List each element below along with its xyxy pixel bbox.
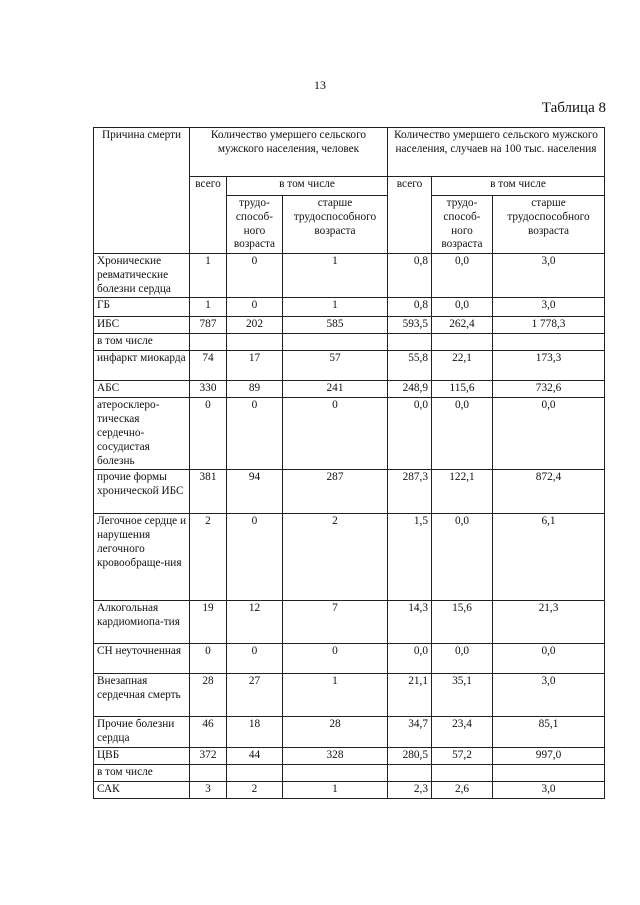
- table-cell: 14,3: [388, 601, 432, 644]
- table-cell: 0,0: [432, 644, 493, 674]
- row-label: Алкогольная кардиомиопа-тия: [94, 601, 190, 644]
- table-cell: [493, 764, 605, 781]
- table-cell: 3,0: [493, 781, 605, 798]
- row-label: инфаркт миокарда: [94, 351, 190, 381]
- table-cell: 27: [227, 674, 283, 717]
- table-cell: [493, 334, 605, 351]
- table-cell: 28: [283, 717, 388, 748]
- table-cell: 115,6: [432, 381, 493, 398]
- table-cell: 35,1: [432, 674, 493, 717]
- row-label: прочие формы хронической ИБС: [94, 470, 190, 514]
- table-cell: 0,0: [388, 398, 432, 470]
- table-cell: [432, 334, 493, 351]
- header-group-absolute: Количество умершего сельского мужского населения, человек: [190, 128, 388, 177]
- table-cell: 3,0: [493, 674, 605, 717]
- table-cell: 2,6: [432, 781, 493, 798]
- table-cell: 23,4: [432, 717, 493, 748]
- row-label: Внезапная сердечная смерть: [94, 674, 190, 717]
- table-cell: 0,0: [432, 514, 493, 601]
- row-label: атеросклеро-тическая сердечно-сосудистая болезнь: [94, 398, 190, 470]
- table-row: [94, 254, 605, 298]
- header-working-age-absolute: трудо-способ-ного возраста: [227, 196, 283, 254]
- table-cell: 262,4: [432, 317, 493, 334]
- table-cell: 3,0: [493, 298, 605, 317]
- table-cell: 2: [190, 514, 227, 601]
- row-label: в том числе: [94, 764, 190, 781]
- table-cell: 44: [227, 747, 283, 764]
- table-cell: 0,0: [493, 644, 605, 674]
- table-cell: 21,1: [388, 674, 432, 717]
- table-cell: 3: [190, 781, 227, 798]
- row-label: Прочие болезни сердца: [94, 717, 190, 748]
- table-cell: [388, 764, 432, 781]
- table-cell: 22,1: [432, 351, 493, 381]
- header-older-absolute: старше трудоспособного возраста: [283, 196, 388, 254]
- table-cell: 241: [283, 381, 388, 398]
- table-row: [94, 781, 605, 798]
- row-label: СН неуточненная: [94, 644, 190, 674]
- table-cell: 202: [227, 317, 283, 334]
- table-cell: 593,5: [388, 317, 432, 334]
- table-row: [94, 717, 605, 748]
- table-cell: 1: [190, 254, 227, 298]
- table-cell: 0,0: [493, 398, 605, 470]
- header-total-absolute: всего: [190, 177, 227, 254]
- table-cell: [190, 764, 227, 781]
- table-cell: 330: [190, 381, 227, 398]
- table-row: [94, 334, 605, 351]
- table-cell: 1: [283, 254, 388, 298]
- header-including-absolute: в том числе: [227, 177, 388, 196]
- table-cell: 0: [190, 644, 227, 674]
- table-cell: 280,5: [388, 747, 432, 764]
- table-cell: 0,0: [432, 398, 493, 470]
- table-row: [94, 674, 605, 717]
- table-cell: 0,0: [432, 254, 493, 298]
- table-cell: 0,8: [388, 254, 432, 298]
- table-cell: 18: [227, 717, 283, 748]
- table-cell: 15,6: [432, 601, 493, 644]
- table-cell: 19: [190, 601, 227, 644]
- table-cell: 0: [283, 644, 388, 674]
- table-cell: 0: [227, 398, 283, 470]
- table-row: [94, 644, 605, 674]
- page-number: 13: [314, 78, 326, 92]
- table-row: [94, 398, 605, 470]
- table-row: [94, 351, 605, 381]
- table-cell: [388, 334, 432, 351]
- table-cell: [227, 334, 283, 351]
- table-cell: 21,3: [493, 601, 605, 644]
- table-cell: 2: [227, 781, 283, 798]
- table-row: [94, 470, 605, 514]
- table-cell: 1,5: [388, 514, 432, 601]
- table-cell: 287,3: [388, 470, 432, 514]
- table-body: [94, 254, 605, 799]
- table-row: [94, 601, 605, 644]
- header-group-rate: Количество умершего сельского мужского населения, случаев на 100 тыс. населения: [388, 128, 605, 177]
- table-cell: 0: [227, 644, 283, 674]
- table-cell: 1: [283, 298, 388, 317]
- table-cell: 89: [227, 381, 283, 398]
- table-cell: 57,2: [432, 747, 493, 764]
- header-working-age-rate: трудо-способ-ного возраста: [432, 196, 493, 254]
- table-cell: 872,4: [493, 470, 605, 514]
- table-cell: 0: [227, 254, 283, 298]
- table-cell: 28: [190, 674, 227, 717]
- table-cell: 94: [227, 470, 283, 514]
- table-caption: Таблица 8: [541, 100, 606, 116]
- table-cell: 0: [227, 298, 283, 317]
- row-label: Хронические ревматические болезни сердца: [94, 254, 190, 298]
- table-cell: 1: [190, 298, 227, 317]
- table-cell: 0: [190, 398, 227, 470]
- table-cell: 328: [283, 747, 388, 764]
- table-cell: 85,1: [493, 717, 605, 748]
- table-cell: 34,7: [388, 717, 432, 748]
- row-label: АБС: [94, 381, 190, 398]
- table-cell: 74: [190, 351, 227, 381]
- table-cell: 1: [283, 781, 388, 798]
- table-cell: 46: [190, 717, 227, 748]
- table-cell: 6,1: [493, 514, 605, 601]
- table-cell: 0: [227, 514, 283, 601]
- table-cell: 12: [227, 601, 283, 644]
- table-cell: 1 778,3: [493, 317, 605, 334]
- table-cell: 787: [190, 317, 227, 334]
- mortality-table: [93, 127, 605, 799]
- header-including-rate: в том числе: [432, 177, 605, 196]
- table-cell: 2: [283, 514, 388, 601]
- table-cell: 997,0: [493, 747, 605, 764]
- table-cell: 2,3: [388, 781, 432, 798]
- header-total-rate: всего: [388, 177, 432, 254]
- row-label: ИБС: [94, 317, 190, 334]
- table-cell: 381: [190, 470, 227, 514]
- table-row: [94, 747, 605, 764]
- table-cell: 7: [283, 601, 388, 644]
- header-cause: Причина смерти: [94, 128, 190, 254]
- row-label: Легочное сердце и нарушения легочного кровообраще-ния: [94, 514, 190, 601]
- table-cell: [227, 764, 283, 781]
- table-cell: [283, 764, 388, 781]
- table-cell: 732,6: [493, 381, 605, 398]
- table-cell: 0,0: [432, 298, 493, 317]
- header-older-rate: старше трудоспособного возраста: [493, 196, 605, 254]
- table-cell: 3,0: [493, 254, 605, 298]
- table-row: [94, 298, 605, 317]
- table-cell: 248,9: [388, 381, 432, 398]
- table-cell: 287: [283, 470, 388, 514]
- table-cell: [283, 334, 388, 351]
- table-row: [94, 381, 605, 398]
- table-cell: 0,8: [388, 298, 432, 317]
- table-cell: 0,0: [388, 644, 432, 674]
- row-label: ЦВБ: [94, 747, 190, 764]
- table-cell: 55,8: [388, 351, 432, 381]
- table-cell: [190, 334, 227, 351]
- table-cell: [432, 764, 493, 781]
- table-cell: 173,3: [493, 351, 605, 381]
- row-label: ГБ: [94, 298, 190, 317]
- table-cell: 122,1: [432, 470, 493, 514]
- table-cell: 372: [190, 747, 227, 764]
- table-row: [94, 514, 605, 601]
- table-cell: 0: [283, 398, 388, 470]
- table-cell: 1: [283, 674, 388, 717]
- row-label: САК: [94, 781, 190, 798]
- table-row: [94, 317, 605, 334]
- table-cell: 585: [283, 317, 388, 334]
- table-cell: 57: [283, 351, 388, 381]
- table-cell: 17: [227, 351, 283, 381]
- table-row: [94, 764, 605, 781]
- row-label: в том числе: [94, 334, 190, 351]
